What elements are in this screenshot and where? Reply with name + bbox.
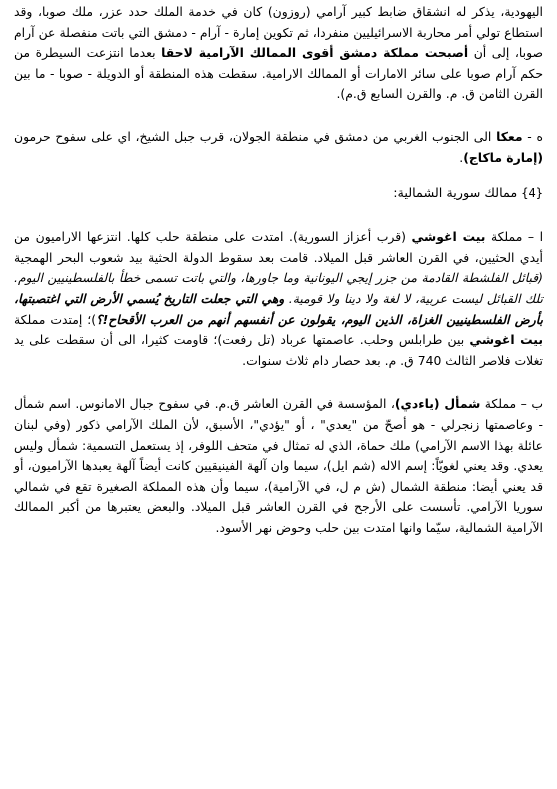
paragraph-maacah bbox=[14, 127, 543, 168]
section-heading bbox=[14, 183, 543, 204]
paragraph-samal bbox=[14, 394, 543, 538]
p2-bold-1: معكا bbox=[496, 128, 523, 144]
section-number: {4} bbox=[521, 186, 543, 201]
spacer bbox=[14, 105, 543, 127]
paragraph-aram-damascus bbox=[14, 2, 543, 105]
p2-prefix: ه - bbox=[522, 128, 543, 144]
p3-bold-italic-1: وهي التي جعلت التاريخ يُسمي الأرض التي اغتصبتها، بأرض الفلسطينيين الغزاة، الذين اليوم، يقولون عن أنفسهم أنهم من العرب الأقحاح!؟ bbox=[14, 290, 543, 327]
p2-bold-2: (إمارة ماكاج) bbox=[463, 149, 543, 165]
spacer bbox=[14, 371, 543, 394]
p3-bold-2: بيت اغوشي bbox=[469, 332, 544, 348]
p3-italic-1: (قبائل الفلشطة القادمة من جزر إيجي اليونانية وما جاورها، والتي باتت تسمى خطأ بالفلسطينيين اليوم. تلك القبائل ليست عربية، لا لغة ولا دينا ولا قومية. bbox=[14, 270, 543, 306]
p4-text-2: ، المؤسسة في القرن العاشر ق.م. في سفوح جبال الامانوس. اسم شمأل - وعاصمتها زنجرلي - هو أصحّ من "يعدي" ، أو "يؤدي"، الأسبق، لأن الملك الآرامي ذكور (وفي لبنان عائلة بهذا الاسم الآرامي) ملك حماة، الذي له تمثال في متحف اللوفر، إذ يستعمل التسمية: شمأل وليس يعدي. وقد يعني لغويّاً: إسم الاله (شم ايل)، سيما وان آلهة الفينيقيين كانت أيضاً آلهة يعبدها الآراميون، أو قد يعني أيضا: منطقة الشمال (ش م ل، في الآرامية)، سيما وأن هذه المملكة الصغيرة تقع في شمالي سوريا الآرامي. تأسست على الأرجح في القرن العاشر قبل الميلاد. والبعض يعتبرها من أكبر الممالك الآرامية الشمالية، سيّما وانها امتدت بين حلب وحوض نهر الأسود. bbox=[14, 396, 543, 535]
p2-text-1: الى الجنوب الغربي من دمشق في منطقة الجولان، قرب جبل الشيخ، اي على سفوح حرمون bbox=[14, 128, 497, 144]
p3-text-1: ا – مملكة bbox=[485, 229, 544, 245]
section-title: ممالك سورية الشمالية: bbox=[393, 186, 522, 202]
paragraph-bit-agushi bbox=[14, 227, 543, 371]
p2-text-2: . bbox=[459, 149, 464, 165]
p1-text-1: اليهودية، يذكر له انشقاق ضابط كبير آرامي (روزون) كان في خدمة الملك حدد عزر، ملك صوبا، وقد استطاع تولي أمر محاربة الاسرائيليين منفردا، ثم تكوين إمارة - آرام - دمشق التي باتت منفصلة عن آرام صوبا، إلى أن bbox=[14, 4, 544, 61]
p4-bold-1: شمأل (ياءدي) bbox=[394, 396, 481, 412]
spacer bbox=[14, 168, 543, 183]
p1-bold-1: أصبحت مملكة دمشق أقوى الممالك الآرامية لاحقا bbox=[161, 45, 469, 61]
p3-text-5: بين طرابلس وحلب. عاصمتها عرباد (تل رفعت)؛ قاومت كثيرا، الى أن سقطت على يد تغلات فلاصر الثالث 740 ق. م. بعد حصار دام ثلاث سنوات. bbox=[14, 332, 543, 368]
p3-text-2: (قرب أعزاز السورية). امتدت على منطقة حلب كلها. انتزعها الاراميون من أيدي الحثيين، في القرن العاشر قبل الميلاد. قامت بعد سقوط الدولة الحثية بيد شعوب البحر الهمجية bbox=[14, 229, 543, 265]
p3-text-4: )؛ إمتدت مملكة bbox=[14, 311, 97, 327]
p1-text-2: بعدما انتزعت السيطرة من حكم آرام صوبا على سائر الامارات أو الممالك الارامية. سقطت هذه المنطقة أو الدويلة - صوبا - ما بين القرن الثامن ق. م. والقرن السابع ق.م). bbox=[14, 45, 543, 102]
p4-text-1: ب – مملكة bbox=[480, 396, 543, 412]
spacer bbox=[14, 204, 543, 227]
p3-bold-1: بيت اغوشي bbox=[411, 229, 486, 245]
